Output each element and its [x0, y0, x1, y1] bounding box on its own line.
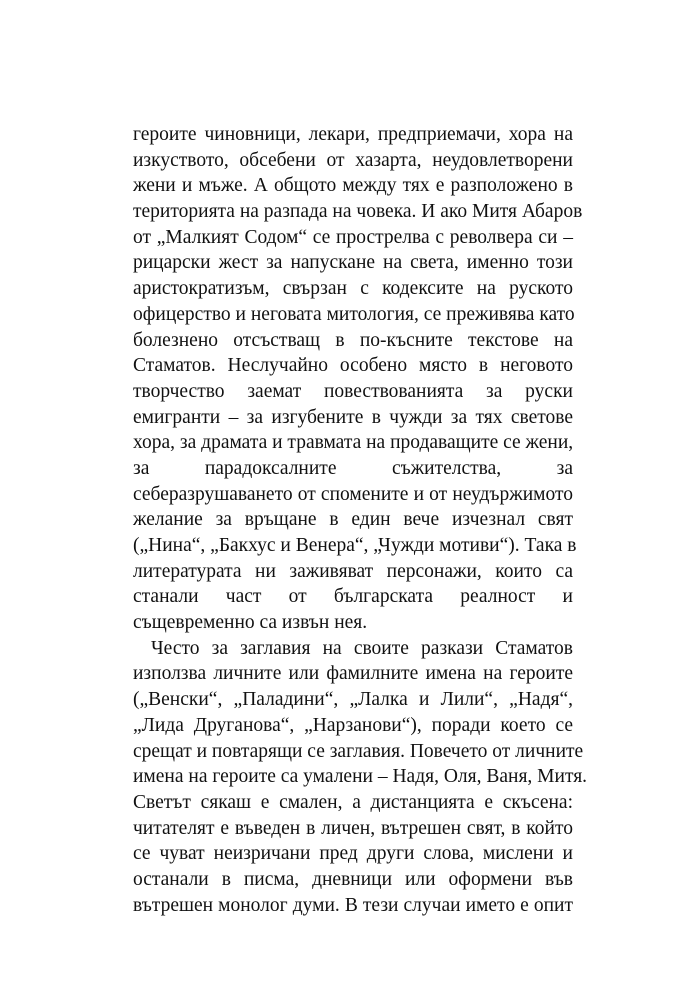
text-line: офицерство и неговата митология, се преживява като: [133, 303, 575, 325]
text-line: станали част от българската реалност и: [133, 586, 573, 608]
text-line: („Венски“, „Паладини“, „Лалка и Лили“, „Надя“,: [133, 689, 573, 711]
text-line: „Лида Друганова“, „Нарзанови“), поради което се: [133, 714, 573, 736]
text-line: използва личните или фамилните имена на героите: [133, 663, 573, 685]
text-line: емигранти – за изгубените в чужди за тях светове: [133, 406, 573, 428]
text-line: аристократизъм, свързан с кодексите на руското: [133, 278, 573, 300]
text-line: жени и мъже. А общото между тях е разположено в: [133, 175, 573, 197]
paragraph-2: [133, 636, 588, 919]
text-line: болезнено отсъстващ в по-късните текстове на: [133, 329, 573, 351]
text-line: творчество заемат повествованията за руски: [133, 380, 573, 402]
text-line: читателят е въведен в личен, вътрешен свят, в който: [133, 817, 573, 839]
text-line: от „Малкият Содом“ се прострелва с револвера си –: [133, 226, 573, 248]
text-line: изкуството, обсебени от хазарта, неудовлетворени: [133, 149, 573, 171]
text-line: героите чиновници, лекари, предприемачи, хора на: [133, 124, 573, 145]
text-line: останали в писма, дневници или оформени във: [133, 868, 573, 890]
text-line: Често за заглавия на своите разкази Стаматов: [151, 637, 573, 659]
text-line: („Нина“, „Бакхус и Венера“, „Чужди мотиви“). Така в: [133, 535, 577, 556]
text-line: територията на разпада на човека. И ако Митя Абаров: [133, 201, 583, 223]
text-line: същевременно са извън нея.: [133, 612, 368, 634]
text-line: себеразрушаването от спомените и от неудържимото: [133, 483, 573, 505]
text-line: Светът сякаш е смален, а дистанцията е скъсена:: [133, 791, 573, 813]
text-line: Стаматов. Неслучайно особено място в неговото: [133, 355, 573, 377]
text-line: хора, за драмата и травмата на продаващите се жени,: [133, 432, 574, 454]
text-line: имена на героите са умалени – Надя, Оля, Ваня, Митя.: [133, 766, 588, 788]
text-line: литературата ни заживяват персонажи, които са: [133, 560, 573, 582]
paragraph-1: [133, 122, 583, 636]
text-line: желание за връщане в един вече изчезнал свят: [133, 509, 573, 531]
text-line: вътрешен монолог думи. В тези случаи името е опит: [133, 894, 573, 916]
text-line: за парадоксалните съжителства, за: [133, 457, 573, 479]
text-line: рицарски жест за напускане на света, именно този: [133, 252, 573, 274]
body-text: [133, 122, 588, 918]
text-line: се чуват неизричани пред други слова, мислени и: [133, 843, 573, 865]
text-line: срещат и повтарящи се заглавия. Повечето от личните: [133, 740, 584, 762]
